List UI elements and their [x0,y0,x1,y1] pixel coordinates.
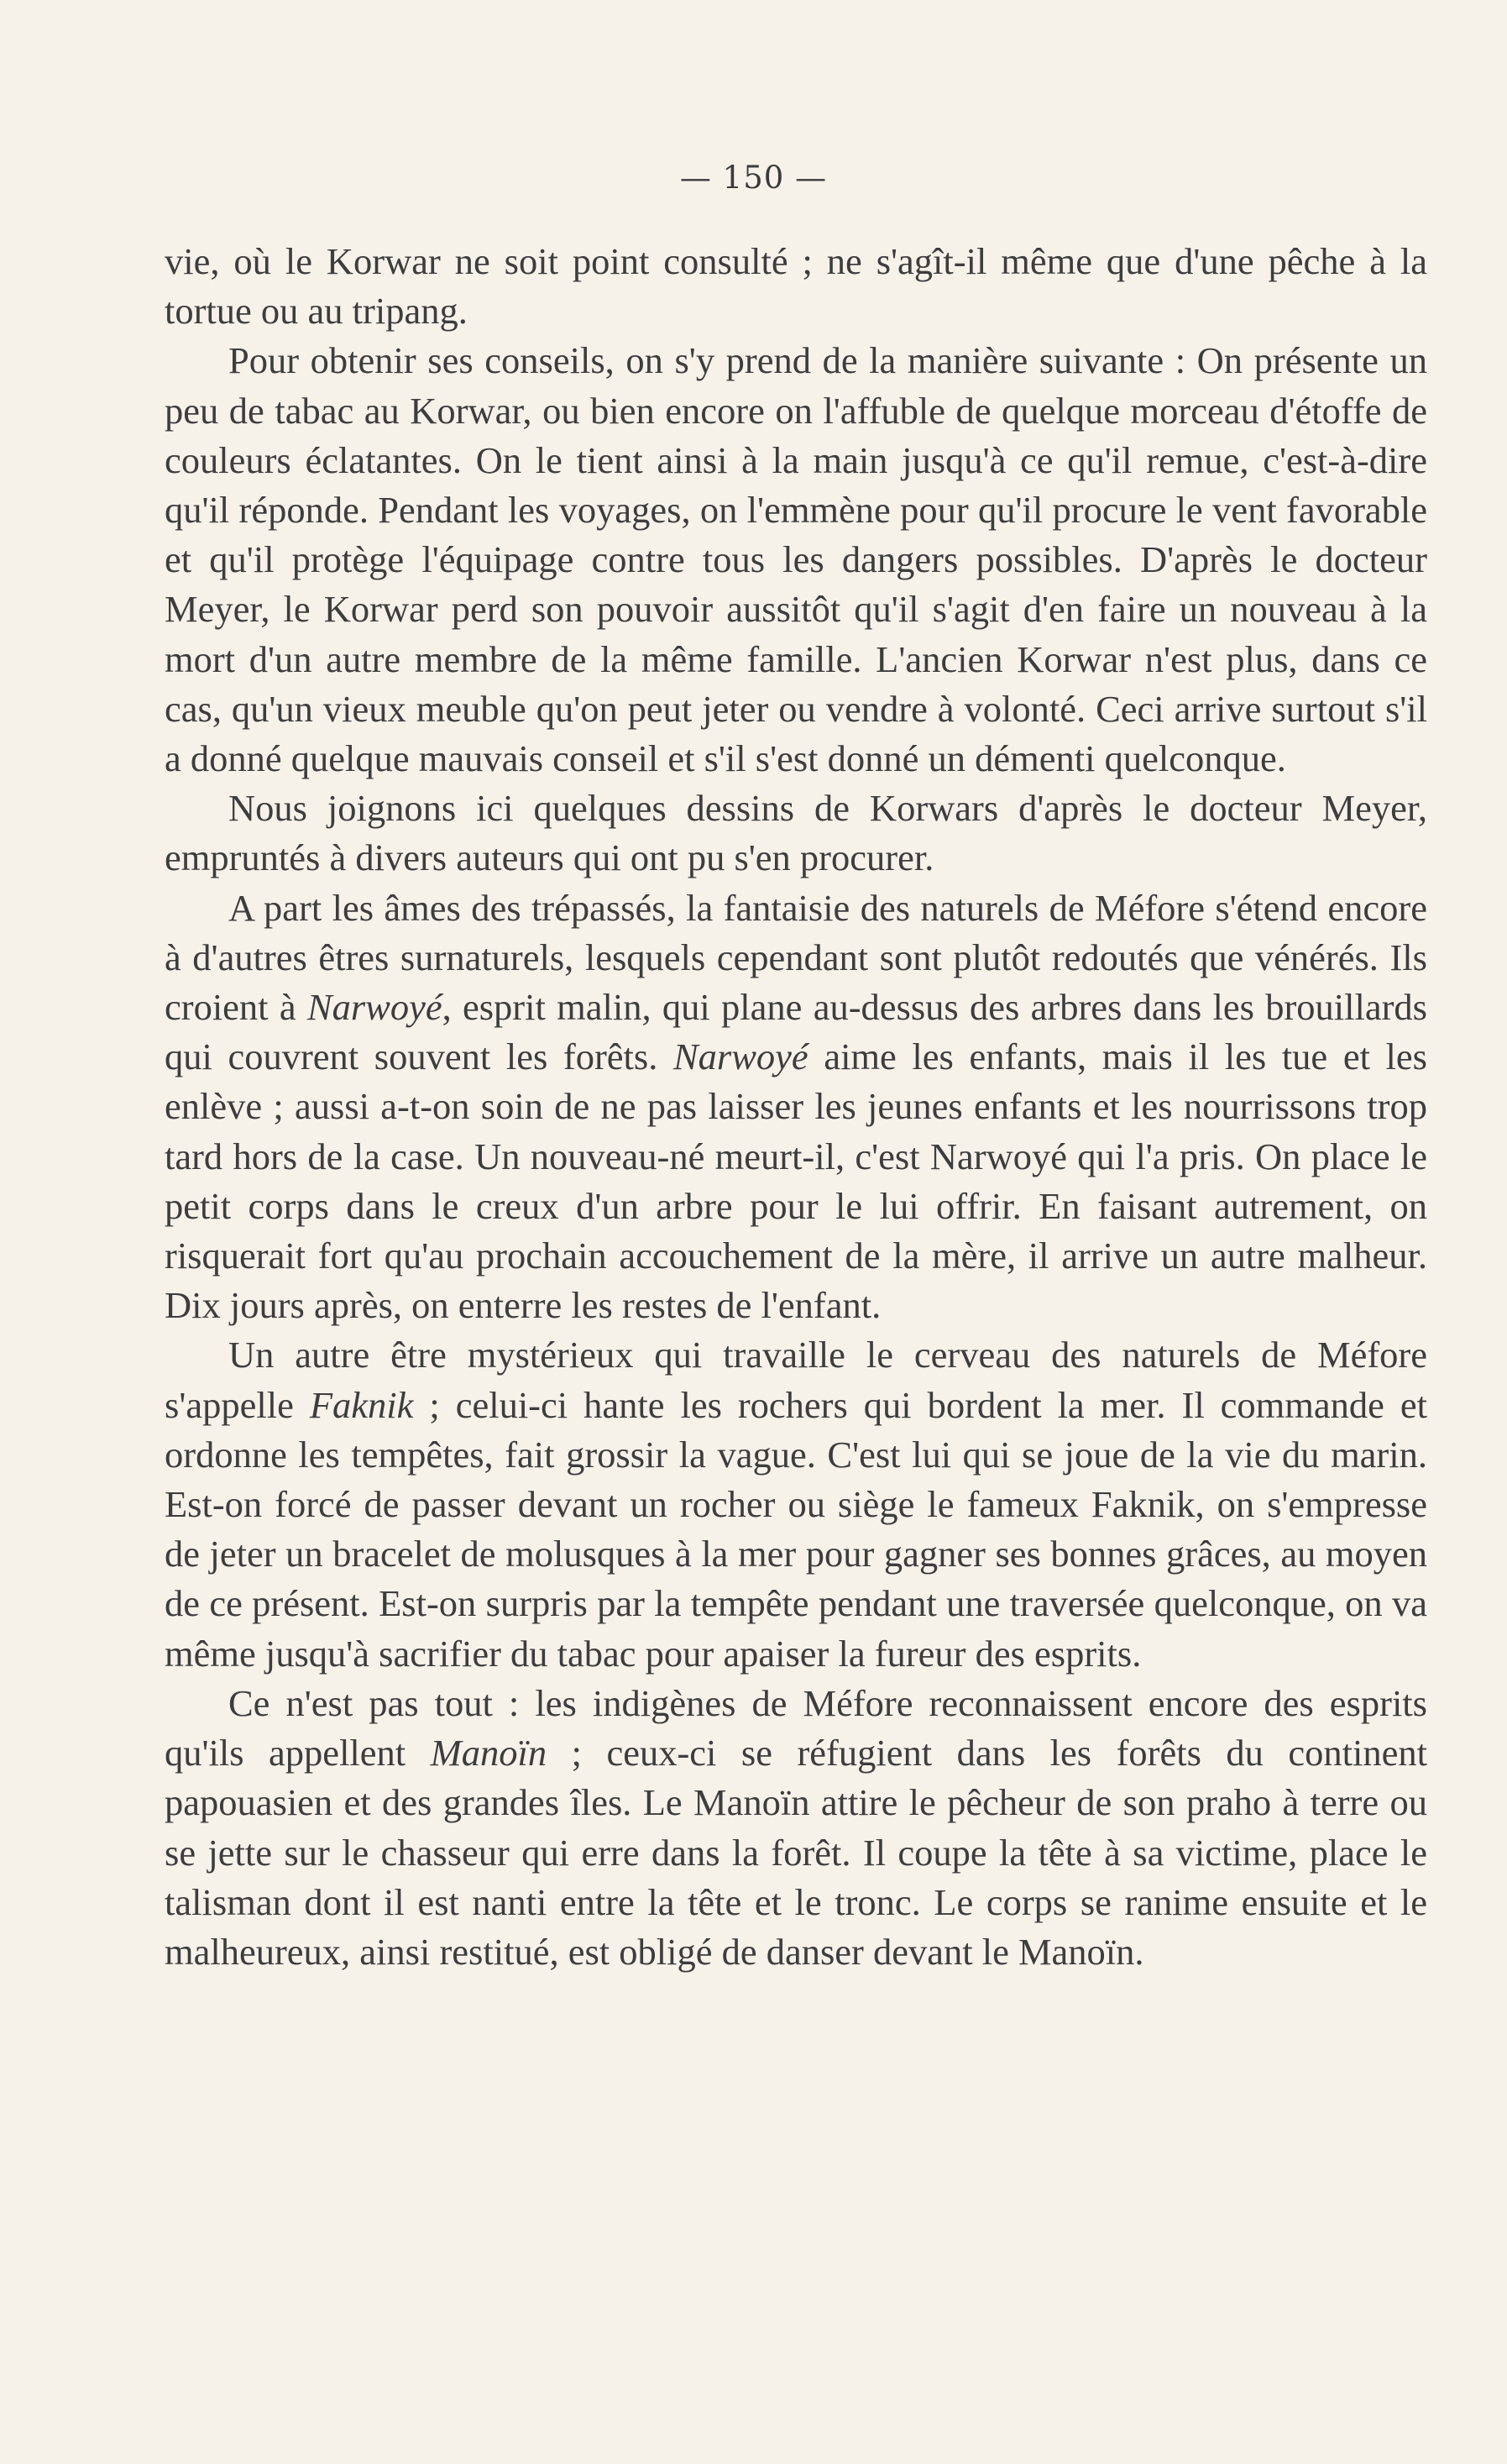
italic-term: Manoïn [430,1732,547,1775]
text-run: A part les âmes des trépassés, la fantaisie des naturels de Méfore s'étend encore à d'autres êtres surnaturels, lesquels cependant sont plutôt redoutés que vénérés. Ils croient à [165,886,1427,1029]
text-run: aime les enfants, mais il les tue et les enlève ; aussi a-t-on soin de ne pas laisser les jeunes enfants et les nourrissons trop tard hors de la case. Un nouveau-né meurt-il, c'est Narwoyé qui l'a pris. On place le petit corps dans le creux d'un arbre pour le lui offrir. En faisant autrement, on risquerait fort qu'au prochain accouchement de la mère, il arrive un autre malheur. Dix jours après, on enterre les restes de l'enfant. [165,1035,1427,1327]
italic-term: Narwoyé [673,1035,808,1078]
paragraph [165,784,1427,883]
text-run: ; ceux-ci se réfugient dans les forêts du continent papouasien et des grandes îles. Le Manoïn attire le pêcheur de son praho à terre ou se jette sur le chasseur qui erre dans la forêt. Il coupe la tête à sa victime, place le talisman dont il est nanti entre la tête et le tronc. Le corps se ranime ensuite et le malheureux, ainsi restitué, est obligé de danser devant le Manoïn. [165,1732,1427,1973]
italic-term: Faknik [309,1383,414,1426]
paragraph [165,1330,1427,1678]
text-run: , esprit malin, qui plane au-dessus des arbres dans les brouillards qui couvrent souvent les forêts. [165,986,1427,1078]
body-text [165,237,1427,1977]
italic-term: Narwoyé [306,986,442,1029]
text-run: Ce n'est pas tout : les indigènes de Méfore reconnaissent encore des esprits qu'ils appellent [165,1681,1427,1775]
text-run: Nous joignons ici quelques dessins de Korwars d'après le docteur Meyer, empruntés à divers auteurs qui ont pu s'en procurer. [165,787,1427,879]
paragraph [165,883,1427,1331]
text-run: Pour obtenir ses conseils, on s'y prend de la manière suivante : On présente un peu de tabac au Korwar, ou bien encore on l'affuble de quelque morceau d'étoffe de couleurs éclatantes. On le tient ainsi à la main jusqu'à ce qu'il remue, c'est-à-dire qu'il réponde. Pendant les voyages, on l'emmène pour qu'il procure le vent favorable et qu'il protège l'équipage contre tous les dangers possibles. D'après le docteur Meyer, le Korwar perd son pouvoir aussitôt qu'il s'agit d'en faire un nouveau à la mort d'un autre membre de la même famille. L'ancien Korwar n'est plus, dans ce cas, qu'un vieux meuble qu'on peut jeter ou vendre à volonté. Ceci arrive surtout s'il a donné quelque mauvais conseil et s'il s'est donné un démenti quelconque. [165,339,1427,780]
page-number: — 150 — [679,160,828,196]
paragraph [165,237,1427,336]
text-run: ; celui-ci hante les rochers qui bordent la mer. Il commande et ordonne les tempêtes, fait grossir la vague. C'est lui qui se joue de la vie du marin. Est-on forcé de passer devant un rocher ou siège le fameux Faknik, on s'empresse de jeter un bracelet de molusques à la mer pour gagner ses bonnes grâces, au moyen de ce présent. Est-on surpris par la tempête pendant une traversée quelconque, on va même jusqu'à sacrifier du tabac pour apaiser la fureur des esprits. [165,1383,1427,1675]
paragraph [165,1679,1427,1977]
text-run: Un autre être mystérieux qui travaille le cerveau des naturels de Méfore s'appelle [165,1334,1427,1426]
text-run: vie, où le Korwar ne soit point consulté ; ne s'agît-il même que d'une pêche à la tortue ou au tripang. [165,240,1427,333]
paragraph [165,336,1427,784]
